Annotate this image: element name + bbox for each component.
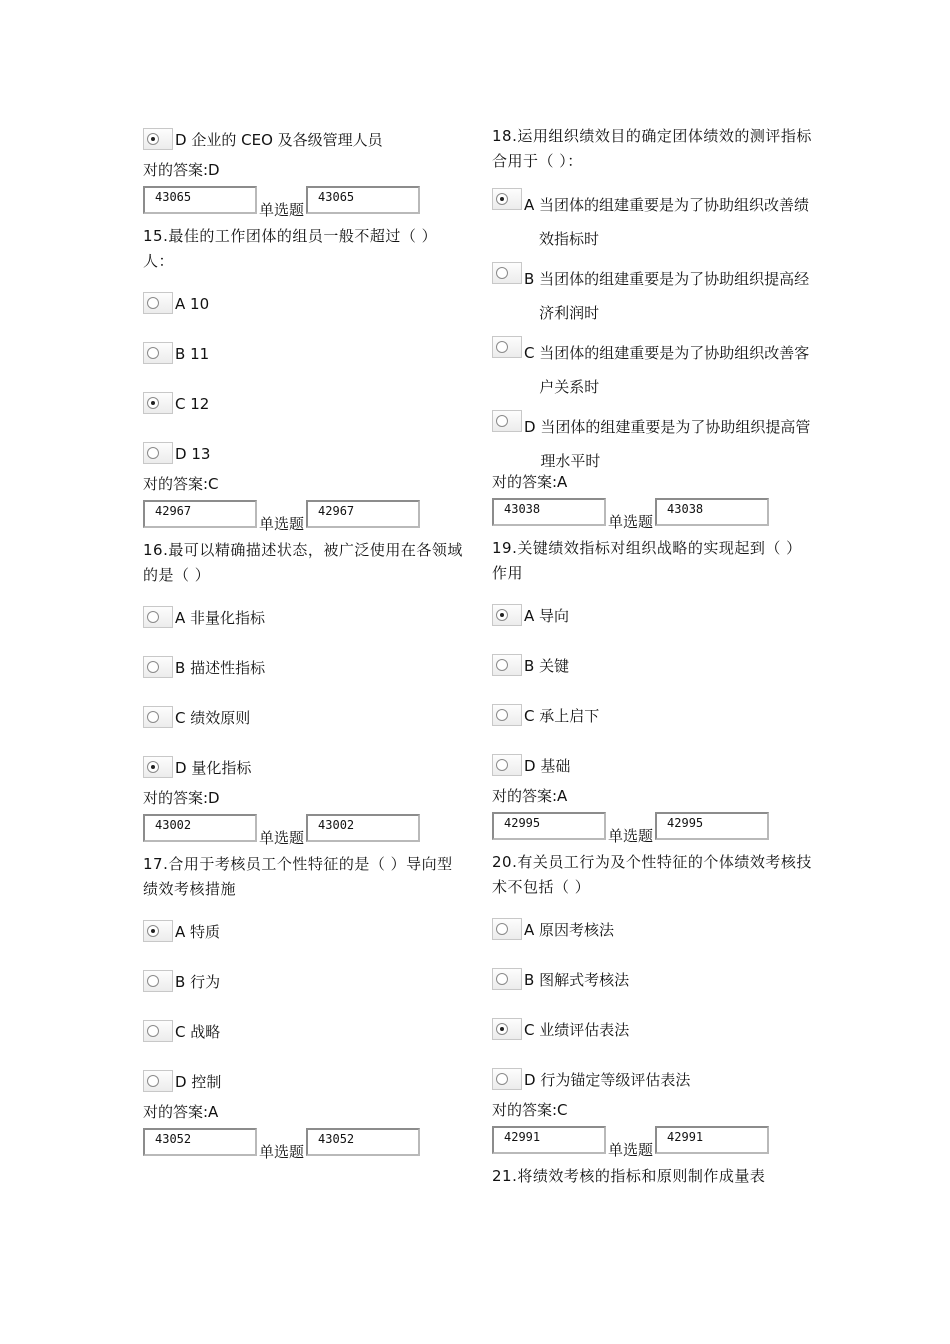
question-id-field[interactable]: 42995 (492, 812, 606, 840)
correct-answer: 对的答案:D (143, 789, 220, 807)
question-id-field[interactable]: 43052 (143, 1128, 257, 1156)
question-id-field[interactable]: 43002 (306, 814, 420, 842)
option-label: A 非量化指标 (175, 609, 266, 627)
question-id-field[interactable]: 42995 (655, 812, 769, 840)
option-label: D 13 (175, 445, 211, 463)
question-id-row (492, 812, 812, 845)
question-type-label: 单选题 (608, 513, 654, 531)
correct-answer: 对的答案:D (143, 161, 220, 179)
question-title: 17.合用于考核员工个性特征的是（ ）导向型绩效考核措施 (143, 855, 453, 898)
left-column (143, 124, 463, 1166)
question-14-tail (143, 124, 463, 219)
radio-button[interactable] (492, 336, 522, 358)
question-title: 21.将绩效考核的指标和原则制作成量表 (492, 1167, 766, 1185)
option-label: C 12 (175, 395, 210, 413)
option-c[interactable] (143, 1016, 463, 1042)
question-type-label: 单选题 (608, 1141, 654, 1159)
radio-button[interactable] (492, 410, 522, 432)
question-id-row (492, 498, 812, 531)
option-label: D 企业的 CEO 及各级管理人员 (175, 131, 383, 149)
question-title: 16.最可以精确描述状态，被广泛使用在各领域的是（ ） (143, 541, 463, 584)
option-label: D 控制 (175, 1073, 222, 1091)
radio-button-checked[interactable] (492, 188, 522, 210)
radio-button-checked[interactable] (492, 604, 522, 626)
option-d[interactable] (143, 752, 463, 778)
option-b[interactable] (143, 652, 463, 678)
radio-button-checked[interactable] (143, 128, 173, 150)
option-d[interactable] (143, 1066, 463, 1092)
option-label: D 行为锚定等级评估表法 (524, 1071, 691, 1089)
radio-button-checked[interactable] (143, 756, 173, 778)
question-title: 19.关键绩效指标对组织战略的实现起到（ ）作用 (492, 539, 802, 582)
right-column (492, 124, 812, 1203)
option-label: B 行为 (175, 973, 221, 991)
correct-answer: 对的答案:C (143, 475, 219, 493)
option-text: 当团体的组建重要是为了协助组织改善客户关系时 (539, 344, 810, 396)
question-type-label: 单选题 (259, 1143, 305, 1161)
option-letter: A (524, 196, 535, 214)
question-id-field[interactable]: 43065 (306, 186, 420, 214)
question-id-field[interactable]: 42967 (143, 500, 257, 528)
option-label: C 战略 (175, 1023, 221, 1041)
option-label: D 量化指标 (175, 759, 252, 777)
question-18 (492, 124, 812, 531)
question-id-row (143, 1128, 463, 1161)
option-letter: C (524, 344, 535, 362)
radio-button-checked[interactable] (492, 1018, 522, 1040)
radio-button[interactable] (143, 292, 173, 314)
question-title: 15.最佳的工作团体的组员一般不超过（ ）人： (143, 227, 438, 270)
option-d[interactable] (143, 124, 463, 150)
option-c[interactable] (143, 388, 463, 414)
question-id-row (143, 186, 463, 219)
question-17 (143, 852, 463, 1161)
question-id-row (492, 1126, 812, 1159)
question-id-row (143, 500, 463, 533)
question-title: 18.运用组织绩效目的确定团体绩效的测评指标合用于（ ）： (492, 127, 812, 170)
radio-button[interactable] (492, 918, 522, 940)
radio-button[interactable] (492, 704, 522, 726)
option-a[interactable] (143, 916, 463, 942)
question-id-field[interactable]: 43052 (306, 1128, 420, 1156)
option-d[interactable] (492, 750, 812, 776)
question-title: 20.有关员工行为及个性特征的个体绩效考核技术不包括（ ） (492, 853, 812, 896)
radio-button[interactable] (143, 342, 173, 364)
option-label: A 10 (175, 295, 210, 313)
question-id-field[interactable]: 43038 (655, 498, 769, 526)
option-label: B 11 (175, 345, 210, 363)
question-id-field[interactable]: 42967 (306, 500, 420, 528)
option-letter: B (524, 270, 535, 288)
option-a[interactable] (492, 600, 812, 626)
option-b[interactable] (492, 650, 812, 676)
correct-answer: 对的答案:A (143, 1103, 219, 1121)
option-c[interactable] (492, 336, 812, 404)
option-letter: D (524, 418, 536, 436)
question-id-field[interactable]: 43038 (492, 498, 606, 526)
option-c[interactable] (492, 700, 812, 726)
radio-button[interactable] (492, 262, 522, 284)
option-label: B 关键 (524, 657, 570, 675)
option-label: A 原因考核法 (524, 921, 615, 939)
radio-button[interactable] (492, 968, 522, 990)
radio-button-checked[interactable] (143, 920, 173, 942)
option-a[interactable] (492, 188, 812, 256)
option-b[interactable] (143, 966, 463, 992)
option-a[interactable] (492, 914, 812, 940)
radio-button[interactable] (143, 1020, 173, 1042)
question-20 (492, 850, 812, 1159)
question-id-field[interactable]: 43002 (143, 814, 257, 842)
correct-answer: 对的答案:C (492, 1101, 568, 1119)
option-b[interactable] (143, 338, 463, 364)
question-16 (143, 538, 463, 847)
correct-answer: 对的答案:A (492, 473, 568, 491)
option-label: D 基础 (524, 757, 571, 775)
option-d[interactable] (492, 410, 812, 478)
radio-button[interactable] (143, 1070, 173, 1092)
option-label: A 特质 (175, 923, 221, 941)
radio-button[interactable] (492, 754, 522, 776)
option-a[interactable] (143, 602, 463, 628)
option-d[interactable] (143, 438, 463, 464)
option-label: C 承上启下 (524, 707, 600, 725)
question-type-label: 单选题 (608, 827, 654, 845)
radio-button[interactable] (143, 706, 173, 728)
option-label: B 图解式考核法 (524, 971, 630, 989)
question-id-field[interactable]: 42991 (492, 1126, 606, 1154)
radio-button[interactable] (143, 970, 173, 992)
option-b[interactable] (492, 964, 812, 990)
radio-button[interactable] (492, 654, 522, 676)
question-id-field[interactable]: 42991 (655, 1126, 769, 1154)
option-text: 当团体的组建重要是为了协助组织提高管理水平时 (540, 418, 811, 470)
question-19 (492, 536, 812, 845)
option-c[interactable] (492, 1014, 812, 1040)
question-type-label: 单选题 (259, 201, 305, 219)
option-label: A 导向 (524, 607, 570, 625)
radio-button[interactable] (492, 1068, 522, 1090)
question-21 (492, 1164, 812, 1189)
question-type-label: 单选题 (259, 829, 305, 847)
radio-button[interactable] (143, 442, 173, 464)
radio-button[interactable] (143, 656, 173, 678)
option-text: 当团体的组建重要是为了协助组织改善绩效指标时 (539, 196, 810, 248)
radio-button[interactable] (143, 606, 173, 628)
option-label: B 描述性指标 (175, 659, 266, 677)
question-id-field[interactable]: 43065 (143, 186, 257, 214)
option-c[interactable] (143, 702, 463, 728)
question-type-label: 单选题 (259, 515, 305, 533)
option-b[interactable] (492, 262, 812, 330)
option-d[interactable] (492, 1064, 812, 1090)
question-15 (143, 224, 463, 533)
option-text: 当团体的组建重要是为了协助组织提高经济利润时 (539, 270, 810, 322)
option-a[interactable] (143, 288, 463, 314)
option-label: C 业绩评估表法 (524, 1021, 630, 1039)
option-label: C 绩效原则 (175, 709, 251, 727)
correct-answer: 对的答案:A (492, 787, 568, 805)
question-id-row (143, 814, 463, 847)
radio-button-checked[interactable] (143, 392, 173, 414)
